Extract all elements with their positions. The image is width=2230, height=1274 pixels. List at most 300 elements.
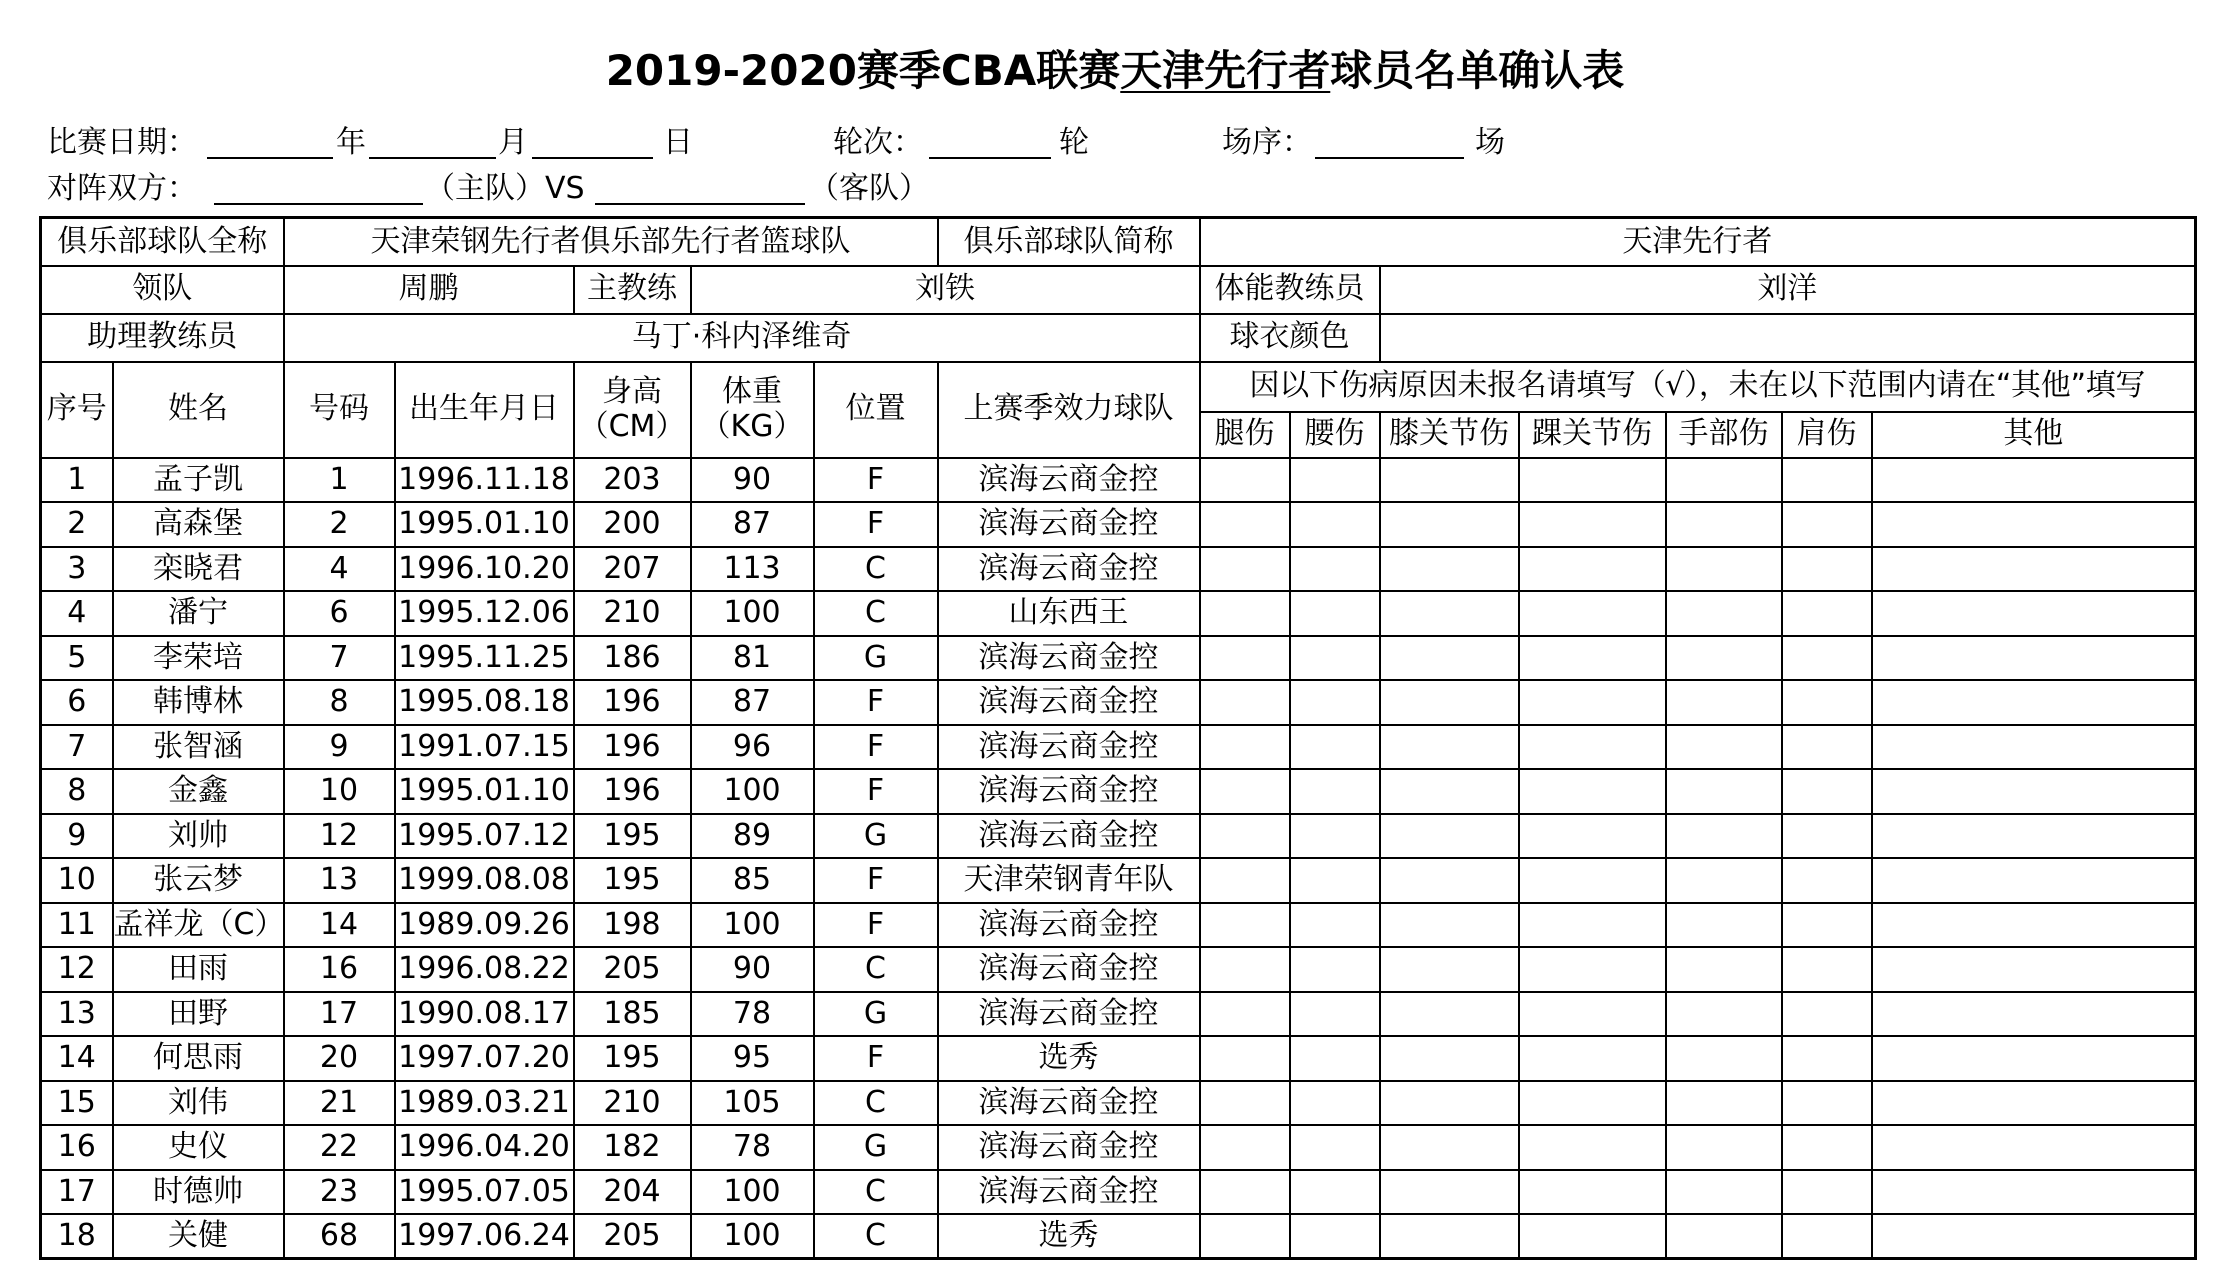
player-position: F bbox=[814, 458, 938, 503]
player-row bbox=[41, 1125, 2196, 1170]
injury-leg-cell bbox=[1200, 502, 1290, 547]
injury-waist-cell bbox=[1290, 1170, 1380, 1215]
player-weight: 78 bbox=[691, 1125, 814, 1170]
injury-hand-cell bbox=[1666, 1214, 1782, 1259]
injury-ankle-cell bbox=[1519, 547, 1666, 592]
injury-waist-cell bbox=[1290, 725, 1380, 770]
injury-waist-cell bbox=[1290, 947, 1380, 992]
player-no: 10 bbox=[41, 858, 113, 903]
player-birth: 1995.01.10 bbox=[395, 769, 574, 814]
injury-shoulder-cell bbox=[1782, 814, 1872, 859]
player-name: 田雨 bbox=[113, 947, 284, 992]
staff-row bbox=[41, 266, 2196, 314]
injury-hand-cell bbox=[1666, 769, 1782, 814]
injury-ankle-cell bbox=[1519, 858, 1666, 903]
injury-shoulder-cell bbox=[1782, 1036, 1872, 1081]
player-name: 高森堡 bbox=[113, 502, 284, 547]
injury-shoulder-cell bbox=[1782, 992, 1872, 1037]
injury-knee-cell bbox=[1380, 992, 1519, 1037]
player-name: 栾晓君 bbox=[113, 547, 284, 592]
jersey-color-label: 球衣颜色 bbox=[1200, 314, 1380, 362]
injury-waist-cell bbox=[1290, 547, 1380, 592]
injury-ankle-cell bbox=[1519, 1081, 1666, 1126]
away-team-blank bbox=[595, 203, 805, 205]
injury-hand-cell bbox=[1666, 591, 1782, 636]
injury-other-cell bbox=[1872, 1036, 2196, 1081]
injury-waist-cell bbox=[1290, 680, 1380, 725]
player-height: 196 bbox=[574, 725, 691, 770]
injury-knee-cell bbox=[1380, 858, 1519, 903]
round-unit: 轮 bbox=[1059, 125, 1089, 160]
header-height-unit: （CM） bbox=[578, 408, 686, 444]
player-height: 210 bbox=[574, 591, 691, 636]
injury-knee-cell bbox=[1380, 814, 1519, 859]
injury-leg-cell bbox=[1200, 725, 1290, 770]
player-no: 12 bbox=[41, 947, 113, 992]
club-full-name: 天津荣钢先行者俱乐部先行者篮球队 bbox=[284, 218, 938, 266]
injury-hand-cell bbox=[1666, 1036, 1782, 1081]
injury-hand-cell bbox=[1666, 858, 1782, 903]
player-number: 1 bbox=[284, 458, 395, 503]
injury-waist-cell bbox=[1290, 769, 1380, 814]
match-order-unit: 场 bbox=[1475, 125, 1505, 160]
injury-knee-cell bbox=[1380, 903, 1519, 948]
day-label: 日 bbox=[663, 125, 693, 160]
club-short-name: 天津先行者 bbox=[1200, 218, 2196, 266]
player-position: C bbox=[814, 591, 938, 636]
player-last-team: 滨海云商金控 bbox=[938, 769, 1200, 814]
player-number: 22 bbox=[284, 1125, 395, 1170]
injury-hand-cell bbox=[1666, 636, 1782, 681]
injury-note: 因以下伤病原因未报名请填写（√），未在以下范围内请在“其他”填写 bbox=[1200, 362, 2196, 412]
player-height: 205 bbox=[574, 947, 691, 992]
header-height bbox=[574, 362, 691, 458]
injury-other-cell bbox=[1872, 680, 2196, 725]
player-position: F bbox=[814, 858, 938, 903]
player-last-team: 滨海云商金控 bbox=[938, 636, 1200, 681]
player-row bbox=[41, 1170, 2196, 1215]
player-height: 204 bbox=[574, 1170, 691, 1215]
injury-leg-cell bbox=[1200, 858, 1290, 903]
club-short-name-label: 俱乐部球队简称 bbox=[938, 218, 1200, 266]
player-weight: 81 bbox=[691, 636, 814, 681]
injury-leg-cell bbox=[1200, 992, 1290, 1037]
injury-ankle-cell bbox=[1519, 769, 1666, 814]
year-label: 年 bbox=[336, 125, 366, 160]
player-no: 5 bbox=[41, 636, 113, 681]
injury-hand-cell bbox=[1666, 1125, 1782, 1170]
injury-leg-cell bbox=[1200, 636, 1290, 681]
player-position: G bbox=[814, 1125, 938, 1170]
player-row bbox=[41, 1036, 2196, 1081]
injury-leg-cell bbox=[1200, 1125, 1290, 1170]
matchup-label: 对阵双方： bbox=[47, 171, 197, 206]
injury-other-cell bbox=[1872, 769, 2196, 814]
player-number: 16 bbox=[284, 947, 395, 992]
injury-ankle-cell bbox=[1519, 725, 1666, 770]
injury-ankle-cell bbox=[1519, 992, 1666, 1037]
player-no: 1 bbox=[41, 458, 113, 503]
player-weight: 113 bbox=[691, 547, 814, 592]
header-last-team: 上赛季效力球队 bbox=[938, 362, 1200, 458]
injury-waist-cell bbox=[1290, 1125, 1380, 1170]
round-label: 轮次： bbox=[833, 125, 923, 160]
header-number: 号码 bbox=[284, 362, 395, 458]
player-number: 20 bbox=[284, 1036, 395, 1081]
player-name: 孟祥龙（C） bbox=[113, 903, 284, 948]
club-full-name-label: 俱乐部球队全称 bbox=[41, 218, 284, 266]
match-order-label: 场序： bbox=[1222, 125, 1312, 160]
player-no: 16 bbox=[41, 1125, 113, 1170]
player-last-team: 滨海云商金控 bbox=[938, 1170, 1200, 1215]
injury-knee-cell bbox=[1380, 458, 1519, 503]
player-number: 13 bbox=[284, 858, 395, 903]
player-last-team: 滨海云商金控 bbox=[938, 680, 1200, 725]
player-row bbox=[41, 1214, 2196, 1259]
header-injury-shoulder: 肩伤 bbox=[1782, 412, 1872, 458]
team-leader-label: 领队 bbox=[41, 266, 284, 314]
injury-waist-cell bbox=[1290, 591, 1380, 636]
injury-leg-cell bbox=[1200, 1081, 1290, 1126]
player-last-team: 滨海云商金控 bbox=[938, 903, 1200, 948]
player-weight: 96 bbox=[691, 725, 814, 770]
player-name: 刘帅 bbox=[113, 814, 284, 859]
injury-shoulder-cell bbox=[1782, 903, 1872, 948]
player-number: 6 bbox=[284, 591, 395, 636]
injury-ankle-cell bbox=[1519, 814, 1666, 859]
player-position: F bbox=[814, 502, 938, 547]
injury-ankle-cell bbox=[1519, 947, 1666, 992]
injury-other-cell bbox=[1872, 1214, 2196, 1259]
injury-hand-cell bbox=[1666, 725, 1782, 770]
player-height: 185 bbox=[574, 992, 691, 1037]
injury-knee-cell bbox=[1380, 725, 1519, 770]
title-suffix: 球员名单确认表 bbox=[1330, 46, 1625, 95]
injury-leg-cell bbox=[1200, 680, 1290, 725]
injury-leg-cell bbox=[1200, 1036, 1290, 1081]
player-birth: 1997.06.24 bbox=[395, 1214, 574, 1259]
injury-knee-cell bbox=[1380, 769, 1519, 814]
injury-shoulder-cell bbox=[1782, 947, 1872, 992]
player-height: 196 bbox=[574, 769, 691, 814]
player-position: C bbox=[814, 547, 938, 592]
player-last-team: 天津荣钢青年队 bbox=[938, 858, 1200, 903]
injury-shoulder-cell bbox=[1782, 591, 1872, 636]
header-no: 序号 bbox=[41, 362, 113, 458]
player-weight: 105 bbox=[691, 1081, 814, 1126]
player-height: 195 bbox=[574, 814, 691, 859]
injury-ankle-cell bbox=[1519, 502, 1666, 547]
injury-knee-cell bbox=[1380, 1036, 1519, 1081]
injury-shoulder-cell bbox=[1782, 725, 1872, 770]
player-row bbox=[41, 947, 2196, 992]
player-no: 8 bbox=[41, 769, 113, 814]
player-height: 200 bbox=[574, 502, 691, 547]
player-no: 17 bbox=[41, 1170, 113, 1215]
injury-ankle-cell bbox=[1519, 591, 1666, 636]
player-weight: 87 bbox=[691, 680, 814, 725]
player-height: 198 bbox=[574, 903, 691, 948]
player-name: 韩博林 bbox=[113, 680, 284, 725]
player-number: 14 bbox=[284, 903, 395, 948]
header-birth: 出生年月日 bbox=[395, 362, 574, 458]
injury-hand-cell bbox=[1666, 1081, 1782, 1126]
injury-other-cell bbox=[1872, 814, 2196, 859]
injury-waist-cell bbox=[1290, 636, 1380, 681]
player-height: 203 bbox=[574, 458, 691, 503]
header-weight-label: 体重 bbox=[722, 374, 782, 409]
player-number: 2 bbox=[284, 502, 395, 547]
injury-other-cell bbox=[1872, 725, 2196, 770]
injury-leg-cell bbox=[1200, 903, 1290, 948]
injury-knee-cell bbox=[1380, 1214, 1519, 1259]
player-weight: 78 bbox=[691, 992, 814, 1037]
player-no: 3 bbox=[41, 547, 113, 592]
player-birth: 1995.01.10 bbox=[395, 502, 574, 547]
player-row bbox=[41, 769, 2196, 814]
player-last-team: 选秀 bbox=[938, 1214, 1200, 1259]
player-last-team: 滨海云商金控 bbox=[938, 1081, 1200, 1126]
player-position: F bbox=[814, 769, 938, 814]
injury-leg-cell bbox=[1200, 458, 1290, 503]
injury-other-cell bbox=[1872, 591, 2196, 636]
player-weight: 95 bbox=[691, 1036, 814, 1081]
header-weight-unit: （KG） bbox=[700, 408, 804, 444]
injury-ankle-cell bbox=[1519, 1036, 1666, 1081]
injury-shoulder-cell bbox=[1782, 769, 1872, 814]
player-birth: 1997.07.20 bbox=[395, 1036, 574, 1081]
player-position: F bbox=[814, 903, 938, 948]
player-number: 4 bbox=[284, 547, 395, 592]
player-name: 张智涵 bbox=[113, 725, 284, 770]
date-label: 比赛日期： bbox=[47, 125, 197, 160]
injury-knee-cell bbox=[1380, 591, 1519, 636]
header-injury-leg: 腿伤 bbox=[1200, 412, 1290, 458]
injury-leg-cell bbox=[1200, 1170, 1290, 1215]
injury-waist-cell bbox=[1290, 814, 1380, 859]
injury-other-cell bbox=[1872, 636, 2196, 681]
player-weight: 100 bbox=[691, 1214, 814, 1259]
player-position: F bbox=[814, 725, 938, 770]
player-number: 9 bbox=[284, 725, 395, 770]
injury-leg-cell bbox=[1200, 814, 1290, 859]
player-birth: 1989.03.21 bbox=[395, 1081, 574, 1126]
injury-shoulder-cell bbox=[1782, 858, 1872, 903]
header-injury-knee: 膝关节伤 bbox=[1380, 412, 1519, 458]
injury-other-cell bbox=[1872, 858, 2196, 903]
player-height: 182 bbox=[574, 1125, 691, 1170]
player-name: 时德帅 bbox=[113, 1170, 284, 1215]
assistant-coach-label: 助理教练员 bbox=[41, 314, 284, 362]
injury-ankle-cell bbox=[1519, 458, 1666, 503]
player-last-team: 滨海云商金控 bbox=[938, 1125, 1200, 1170]
injury-knee-cell bbox=[1380, 636, 1519, 681]
player-name: 史仪 bbox=[113, 1125, 284, 1170]
player-position: C bbox=[814, 947, 938, 992]
player-birth: 1996.08.22 bbox=[395, 947, 574, 992]
injury-other-cell bbox=[1872, 947, 2196, 992]
header-row bbox=[41, 362, 2196, 412]
player-number: 21 bbox=[284, 1081, 395, 1126]
injury-other-cell bbox=[1872, 458, 2196, 503]
month-label: 月 bbox=[498, 125, 528, 160]
injury-waist-cell bbox=[1290, 458, 1380, 503]
injury-ankle-cell bbox=[1519, 1170, 1666, 1215]
player-height: 205 bbox=[574, 1214, 691, 1259]
injury-hand-cell bbox=[1666, 1170, 1782, 1215]
player-height: 195 bbox=[574, 1036, 691, 1081]
injury-shoulder-cell bbox=[1782, 1214, 1872, 1259]
player-weight: 100 bbox=[691, 591, 814, 636]
player-weight: 89 bbox=[691, 814, 814, 859]
player-number: 12 bbox=[284, 814, 395, 859]
player-height: 196 bbox=[574, 680, 691, 725]
player-weight: 100 bbox=[691, 1170, 814, 1215]
title-prefix: 2019-2020赛季CBA联赛 bbox=[605, 46, 1121, 95]
header-name: 姓名 bbox=[113, 362, 284, 458]
player-position: C bbox=[814, 1170, 938, 1215]
player-birth: 1996.04.20 bbox=[395, 1125, 574, 1170]
player-height: 195 bbox=[574, 858, 691, 903]
injury-shoulder-cell bbox=[1782, 680, 1872, 725]
player-no: 14 bbox=[41, 1036, 113, 1081]
player-name: 孟子凯 bbox=[113, 458, 284, 503]
header-injury-hand: 手部伤 bbox=[1666, 412, 1782, 458]
injury-other-cell bbox=[1872, 1170, 2196, 1215]
player-row bbox=[41, 1081, 2196, 1126]
injury-ankle-cell bbox=[1519, 903, 1666, 948]
player-weight: 100 bbox=[691, 903, 814, 948]
player-no: 2 bbox=[41, 502, 113, 547]
player-no: 6 bbox=[41, 680, 113, 725]
injury-knee-cell bbox=[1380, 547, 1519, 592]
player-last-team: 选秀 bbox=[938, 1036, 1200, 1081]
player-birth: 1996.10.20 bbox=[395, 547, 574, 592]
player-birth: 1999.08.08 bbox=[395, 858, 574, 903]
header-injury-ankle: 踝关节伤 bbox=[1519, 412, 1666, 458]
player-weight: 90 bbox=[691, 458, 814, 503]
player-birth: 1991.07.15 bbox=[395, 725, 574, 770]
fitness-coach-label: 体能教练员 bbox=[1200, 266, 1380, 314]
month-blank bbox=[369, 157, 496, 159]
player-last-team: 滨海云商金控 bbox=[938, 992, 1200, 1037]
assistant-row bbox=[41, 314, 2196, 362]
injury-knee-cell bbox=[1380, 680, 1519, 725]
player-no: 11 bbox=[41, 903, 113, 948]
injury-ankle-cell bbox=[1519, 1125, 1666, 1170]
injury-shoulder-cell bbox=[1782, 502, 1872, 547]
injury-shoulder-cell bbox=[1782, 458, 1872, 503]
injury-ankle-cell bbox=[1519, 1214, 1666, 1259]
home-team-blank bbox=[214, 203, 423, 205]
injury-shoulder-cell bbox=[1782, 636, 1872, 681]
player-position: C bbox=[814, 1081, 938, 1126]
injury-waist-cell bbox=[1290, 858, 1380, 903]
injury-shoulder-cell bbox=[1782, 547, 1872, 592]
player-last-team: 滨海云商金控 bbox=[938, 502, 1200, 547]
fitness-coach: 刘洋 bbox=[1380, 266, 2196, 314]
player-row bbox=[41, 814, 2196, 859]
player-last-team: 滨海云商金控 bbox=[938, 947, 1200, 992]
player-height: 210 bbox=[574, 1081, 691, 1126]
player-birth: 1995.07.05 bbox=[395, 1170, 574, 1215]
player-number: 17 bbox=[284, 992, 395, 1037]
player-number: 8 bbox=[284, 680, 395, 725]
header-position: 位置 bbox=[814, 362, 938, 458]
player-position: F bbox=[814, 1036, 938, 1081]
player-position: F bbox=[814, 680, 938, 725]
injury-other-cell bbox=[1872, 903, 2196, 948]
player-position: G bbox=[814, 814, 938, 859]
player-position: C bbox=[814, 1214, 938, 1259]
player-birth: 1995.12.06 bbox=[395, 591, 574, 636]
injury-knee-cell bbox=[1380, 502, 1519, 547]
injury-waist-cell bbox=[1290, 1214, 1380, 1259]
player-number: 68 bbox=[284, 1214, 395, 1259]
player-no: 18 bbox=[41, 1214, 113, 1259]
player-row bbox=[41, 458, 2196, 503]
injury-hand-cell bbox=[1666, 547, 1782, 592]
player-name: 潘宁 bbox=[113, 591, 284, 636]
player-birth: 1996.11.18 bbox=[395, 458, 574, 503]
injury-knee-cell bbox=[1380, 1170, 1519, 1215]
player-row bbox=[41, 636, 2196, 681]
player-last-team: 滨海云商金控 bbox=[938, 725, 1200, 770]
player-row bbox=[41, 547, 2196, 592]
player-birth: 1989.09.26 bbox=[395, 903, 574, 948]
injury-other-cell bbox=[1872, 1081, 2196, 1126]
player-name: 刘伟 bbox=[113, 1081, 284, 1126]
home-vs-label: （主队）VS bbox=[425, 171, 585, 206]
player-birth: 1995.11.25 bbox=[395, 636, 574, 681]
injury-knee-cell bbox=[1380, 947, 1519, 992]
injury-shoulder-cell bbox=[1782, 1081, 1872, 1126]
jersey-color-value bbox=[1380, 314, 2196, 362]
player-name: 张云梦 bbox=[113, 858, 284, 903]
player-row bbox=[41, 858, 2196, 903]
player-no: 15 bbox=[41, 1081, 113, 1126]
injury-leg-cell bbox=[1200, 547, 1290, 592]
player-row bbox=[41, 591, 2196, 636]
injury-other-cell bbox=[1872, 1125, 2196, 1170]
player-name: 关健 bbox=[113, 1214, 284, 1259]
player-height: 207 bbox=[574, 547, 691, 592]
player-last-team: 山东西王 bbox=[938, 591, 1200, 636]
player-last-team: 滨海云商金控 bbox=[938, 458, 1200, 503]
player-row bbox=[41, 903, 2196, 948]
injury-other-cell bbox=[1872, 547, 2196, 592]
club-name-row bbox=[41, 218, 2196, 266]
injury-waist-cell bbox=[1290, 903, 1380, 948]
player-weight: 85 bbox=[691, 858, 814, 903]
player-position: G bbox=[814, 636, 938, 681]
injury-waist-cell bbox=[1290, 502, 1380, 547]
header-injury-other: 其他 bbox=[1872, 412, 2196, 458]
away-label: （客队） bbox=[809, 171, 929, 206]
injury-hand-cell bbox=[1666, 903, 1782, 948]
player-row bbox=[41, 725, 2196, 770]
roster-table bbox=[39, 216, 2197, 1260]
player-weight: 100 bbox=[691, 769, 814, 814]
player-row bbox=[41, 680, 2196, 725]
injury-shoulder-cell bbox=[1782, 1125, 1872, 1170]
injury-waist-cell bbox=[1290, 992, 1380, 1037]
player-birth: 1995.07.12 bbox=[395, 814, 574, 859]
player-no: 7 bbox=[41, 725, 113, 770]
player-no: 9 bbox=[41, 814, 113, 859]
day-blank bbox=[532, 157, 653, 159]
player-name: 田野 bbox=[113, 992, 284, 1037]
